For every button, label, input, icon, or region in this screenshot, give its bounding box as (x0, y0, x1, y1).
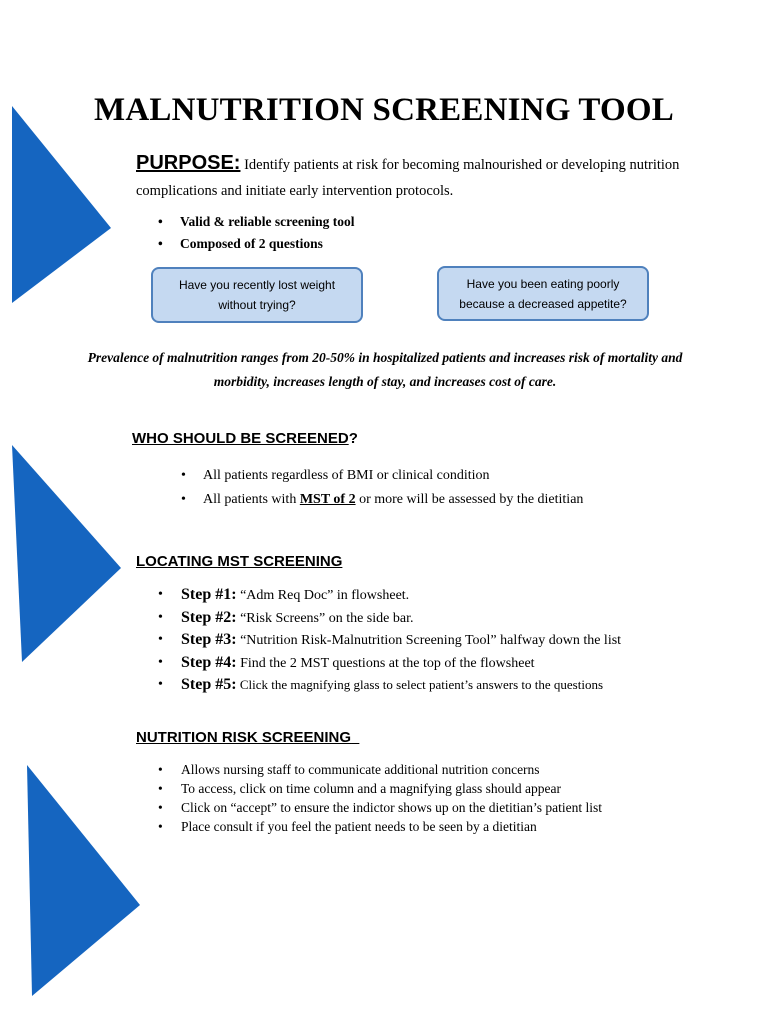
nutrition-risk-heading (136, 729, 359, 746)
nutrition-list (158, 761, 602, 837)
bullet-icon: • (181, 468, 186, 483)
purpose-text: Identify patients at risk for becoming malnourished or developing nutrition complications and initiate early intervention protocols. (136, 157, 680, 199)
step-label: Step #3: (181, 631, 237, 648)
list-item-text: Allows nursing staff to communicate additional nutrition concerns (181, 762, 540, 777)
who-heading-suffix: ? (348, 430, 358, 447)
bullet-icon: • (158, 632, 163, 647)
nutrition-heading-text: NUTRITION RISK SCREENING (136, 729, 352, 746)
list-item-text: Click on “accept” to ensure the indictor shows up on the dietitian’s patient list (181, 800, 603, 815)
tool-points-list (158, 212, 355, 256)
heading-underline-trail (351, 729, 359, 746)
step-label: Step #4: (181, 653, 237, 671)
locating-heading (136, 553, 342, 570)
step-text: “Risk Screens” on the side bar. (236, 610, 414, 626)
step-label: Step #1: (181, 586, 237, 603)
who-screened-heading (132, 430, 358, 447)
steps-list (158, 584, 621, 697)
bullet-icon: • (158, 654, 163, 670)
step-text: Click the magnifying glass to select patient’s answers to the questions (236, 677, 604, 692)
list-item-text: Composed of 2 questions (180, 236, 323, 251)
question-box-weight-loss (151, 267, 363, 323)
list-item-text: Place consult if you feel the patient needs to be seen by a dietitian (181, 819, 537, 834)
list-item (158, 780, 602, 799)
question-text: Have you recently lost weight without trying? (178, 278, 336, 312)
triangle-top-icon (12, 106, 111, 303)
list-item-text: All patients with (203, 492, 300, 507)
list-item (158, 761, 602, 780)
list-item (158, 234, 355, 256)
question-text: Have you been eating poorly because a decreased appetite? (459, 276, 627, 311)
mst-threshold: MST of 2 (299, 492, 356, 507)
bullet-icon: • (158, 800, 163, 815)
step-item (158, 674, 621, 697)
list-item-text: Valid & reliable screening tool (180, 214, 355, 229)
step-item (158, 629, 621, 652)
bullet-icon: • (158, 214, 163, 229)
bullet-icon: • (158, 677, 163, 692)
locating-heading-text: LOCATING MST SCREENING (136, 553, 343, 570)
step-text: “Nutrition Risk-Malnutrition Screening Tool” halfway down the list (236, 633, 622, 648)
bullet-icon: • (158, 609, 163, 625)
triangle-middle-icon (12, 445, 121, 662)
step-item (158, 652, 621, 675)
bullet-icon: • (181, 492, 186, 507)
list-item (158, 799, 602, 818)
step-text: “Adm Req Doc” in flowsheet. (236, 588, 410, 603)
list-item (158, 212, 355, 234)
who-heading-text: WHO SHOULD BE SCREENED (132, 430, 349, 447)
question-box-appetite (437, 266, 649, 321)
step-label: Step #2: (181, 608, 237, 626)
list-item-text: All patients regardless of BMI or clinical condition (203, 468, 490, 483)
step-item (158, 607, 621, 630)
step-label: Step #5: (181, 676, 237, 693)
triangle-bottom-icon (27, 765, 140, 996)
who-list (181, 465, 583, 513)
page-title: MALNUTRITION SCREENING TOOL (94, 92, 674, 128)
bullet-icon: • (158, 236, 163, 251)
step-text: Find the 2 MST questions at the top of the flowsheet (236, 655, 535, 671)
bullet-icon: • (158, 587, 163, 602)
list-item (181, 465, 583, 489)
step-item (158, 584, 621, 607)
prevalence-statement: Prevalence of malnutrition ranges from 20-50% in hospitalized patients and increases risk of mortality and morbidity, increases length of stay, and increases cost of care. (87, 350, 683, 389)
list-item (181, 489, 583, 513)
list-item-text: To access, click on time column and a magnifying glass should appear (181, 781, 561, 796)
bullet-icon: • (158, 762, 163, 777)
list-item-text: or more will be assessed by the dietitian (355, 492, 584, 507)
list-item (158, 818, 602, 837)
bullet-icon: • (158, 781, 163, 796)
bullet-icon: • (158, 819, 163, 834)
purpose-label: PURPOSE: (136, 152, 241, 174)
purpose-paragraph (136, 150, 696, 204)
